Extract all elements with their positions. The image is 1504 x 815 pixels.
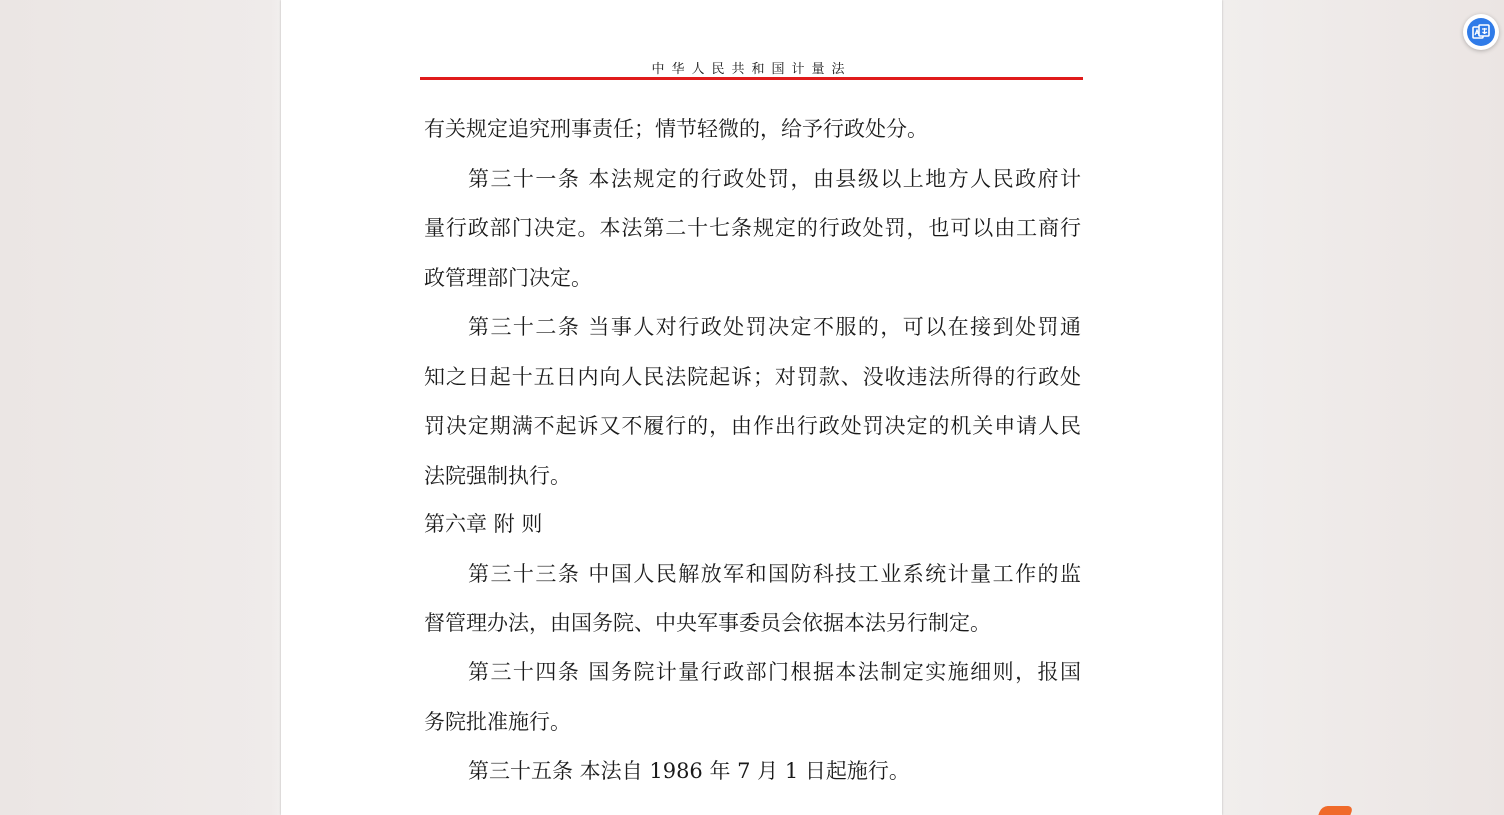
corner-accent	[1318, 806, 1353, 815]
article-31-line: 第三十一条 本法规定的行政处罚，由县级以上地方人民政府计	[468, 167, 1081, 191]
text-line: 有关规定追究刑事责任；情节轻微的，给予行政处分。	[424, 117, 928, 141]
text-line: 务院批准施行。	[424, 710, 571, 734]
chapter-heading: 第六章 附 则	[424, 512, 543, 536]
header-rule	[420, 77, 1083, 80]
running-header: 中华人民共和国计量法	[651, 62, 852, 77]
article-35-line: 第三十五条 本法自 1986 年 7 月 1 日起施行。	[468, 759, 910, 783]
text-line: 政管理部门决定。	[424, 266, 592, 290]
translate-icon	[1467, 18, 1495, 46]
article-32-line: 第三十二条 当事人对行政处罚决定不服的，可以在接到处罚通	[468, 315, 1081, 339]
article-34-line: 第三十四条 国务院计量行政部门根据本法制定实施细则，报国	[468, 660, 1081, 684]
article-33-line: 第三十三条 中国人民解放军和国防科技工业系统计量工作的监	[468, 562, 1081, 586]
text-line: 量行政部门决定。本法第二十七条规定的行政处罚，也可以由工商行	[424, 216, 1081, 240]
text-line: 督管理办法，由国务院、中央军事委员会依据本法另行制定。	[424, 611, 991, 635]
translate-floating-button[interactable]	[1463, 14, 1499, 50]
text-line: 知之日起十五日内向人民法院起诉；对罚款、没收违法所得的行政处	[424, 365, 1081, 389]
document-page	[281, 0, 1222, 815]
text-line: 法院强制执行。	[424, 464, 571, 488]
text-line: 罚决定期满不起诉又不履行的，由作出行政处罚决定的机关申请人民	[424, 414, 1081, 438]
